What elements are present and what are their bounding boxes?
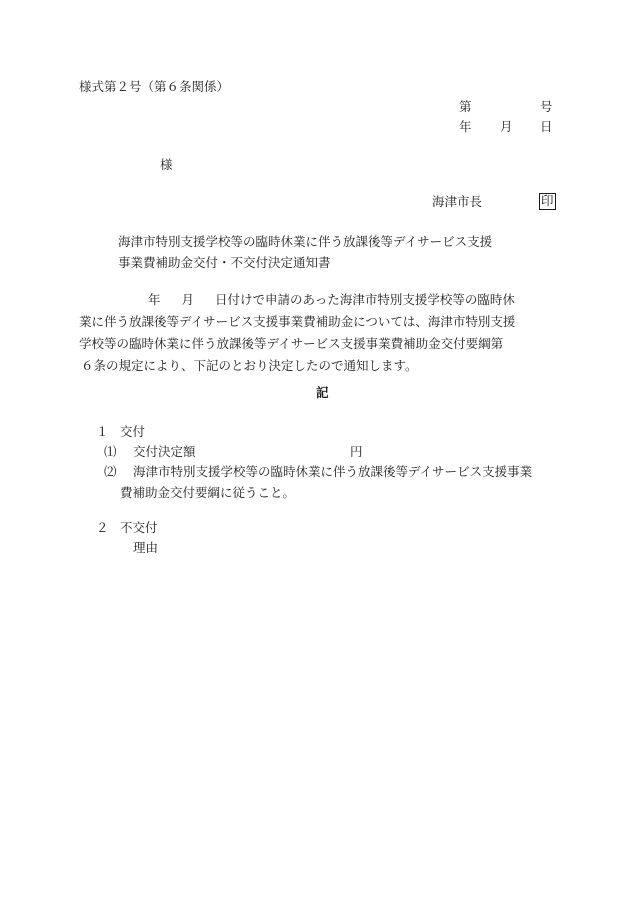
addressee-honorific: 様 bbox=[160, 157, 173, 172]
ki-heading: 記 bbox=[316, 385, 329, 400]
document-number-suffix: 号 bbox=[540, 99, 553, 114]
item2-label: 不交付 bbox=[120, 520, 158, 535]
form-label: 様式第２号（第６条関係） bbox=[79, 79, 230, 94]
issuer-name: 海津市長 bbox=[432, 194, 483, 209]
item1-label: 交付 bbox=[120, 424, 146, 439]
body-line4: ６条の規定により、下記のとおり決定したので通知します。 bbox=[81, 358, 418, 373]
sub1-unit: 円 bbox=[350, 444, 363, 459]
sub1-number: ⑴ bbox=[104, 444, 117, 459]
body-date-year: 年 bbox=[148, 292, 161, 307]
seal-text: 印 bbox=[541, 193, 554, 208]
sub1-label: 交付決定額 bbox=[133, 444, 196, 459]
body-paragraph bbox=[79, 289, 579, 377]
body-line1-rest: 日付けで申請のあった海津市特別支援学校等の臨時休 bbox=[215, 292, 515, 307]
body-line3: 学校等の臨時休業に伴う放課後等デイサービス支援事業費補助金交付要綱第 bbox=[79, 336, 504, 351]
reason-label: 理由 bbox=[133, 540, 159, 555]
body-line1 bbox=[79, 289, 579, 311]
date-day-label: 日 bbox=[540, 119, 553, 134]
body-date-month: 月 bbox=[181, 292, 195, 307]
body-line2: 業に伴う放課後等デイサービス支援事業費補助金については、海津市特別支援 bbox=[79, 314, 516, 329]
notice-title-line1: 海津市特別支援学校等の臨時休業に伴う放課後等デイサービス支援 bbox=[118, 234, 493, 249]
sub2-line1: 海津市特別支援学校等の臨時休業に伴う放課後等デイサービス支援事業 bbox=[133, 464, 533, 479]
notice-title-line2: 事業費補助金交付・不交付決定通知書 bbox=[118, 255, 331, 270]
sub2-line2: 費補助金交付要綱に従うこと。 bbox=[120, 485, 296, 500]
document-number-prefix: 第 bbox=[459, 99, 472, 114]
date-month-label: 月 bbox=[500, 119, 513, 134]
sub2-number: ⑵ bbox=[104, 464, 117, 479]
date-year-label: 年 bbox=[459, 119, 472, 134]
item2-number: ２ bbox=[96, 520, 109, 535]
item1-number: １ bbox=[96, 424, 109, 439]
seal-mark bbox=[539, 193, 556, 210]
